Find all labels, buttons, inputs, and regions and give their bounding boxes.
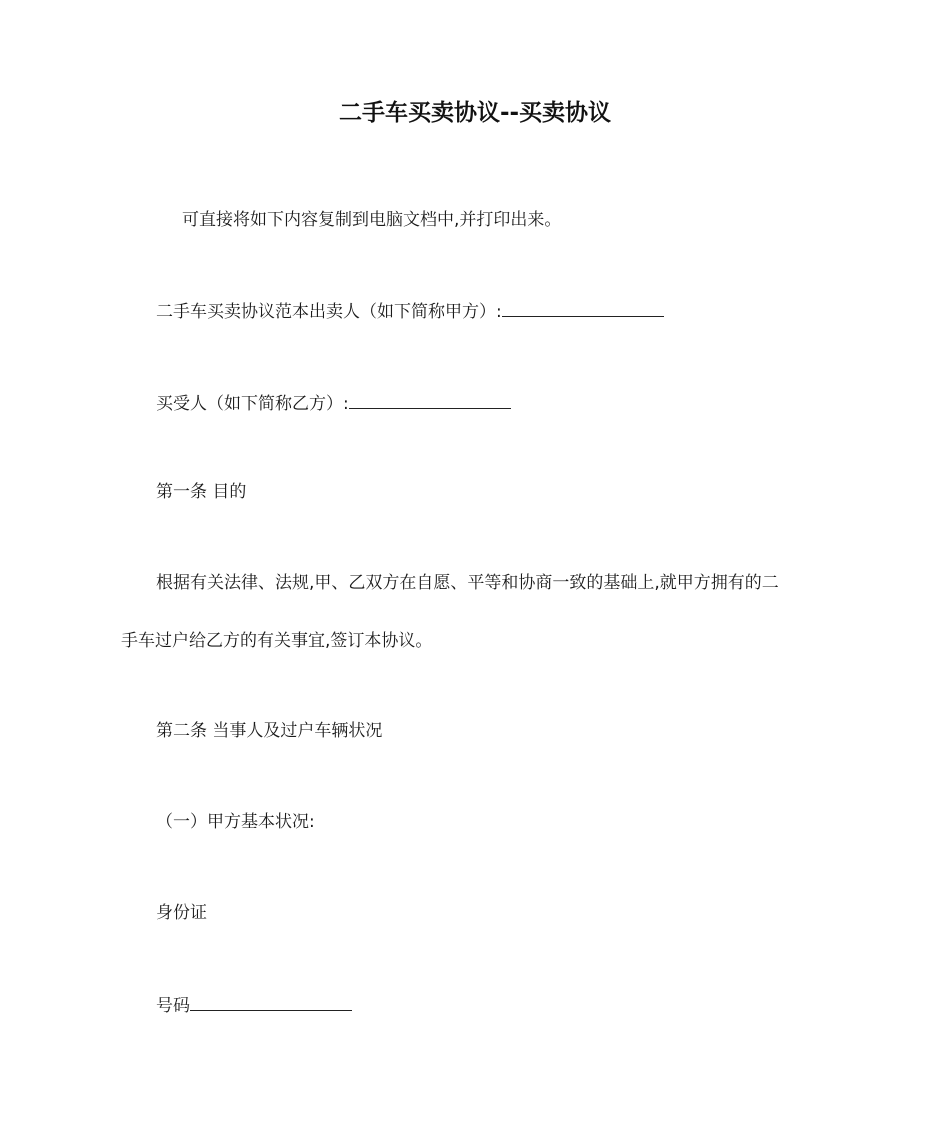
article1-body-line2: 手车过户给乙方的有关事宜,签订本协议。 [121,631,433,651]
id-card-label: 身份证 [156,903,207,923]
number-label: 号码 [156,996,190,1016]
seller-label: 二手车买卖协议范本出卖人（如下简称甲方）: [156,302,502,322]
party-a-heading: （一）甲方基本状况: [156,812,315,832]
number-line [156,992,352,1018]
seller-blank-line [502,298,664,317]
article1-body-line1: 根据有关法律、法规,甲、乙双方在自愿、平等和协商一致的基础上,就甲方拥有的二 [156,573,779,593]
buyer-blank-line [349,390,511,409]
seller-line [156,298,664,324]
number-blank-line [190,992,352,1011]
buyer-label: 买受人（如下简称乙方）: [156,394,349,414]
document-title: 二手车买卖协议--买卖协议 [338,100,612,126]
intro-paragraph: 可直接将如下内容复制到电脑文档中,并打印出来。 [182,210,562,230]
article1-heading: 第一条 目的 [156,482,247,502]
buyer-line [156,390,511,416]
article2-heading: 第二条 当事人及过户车辆状况 [156,721,383,741]
